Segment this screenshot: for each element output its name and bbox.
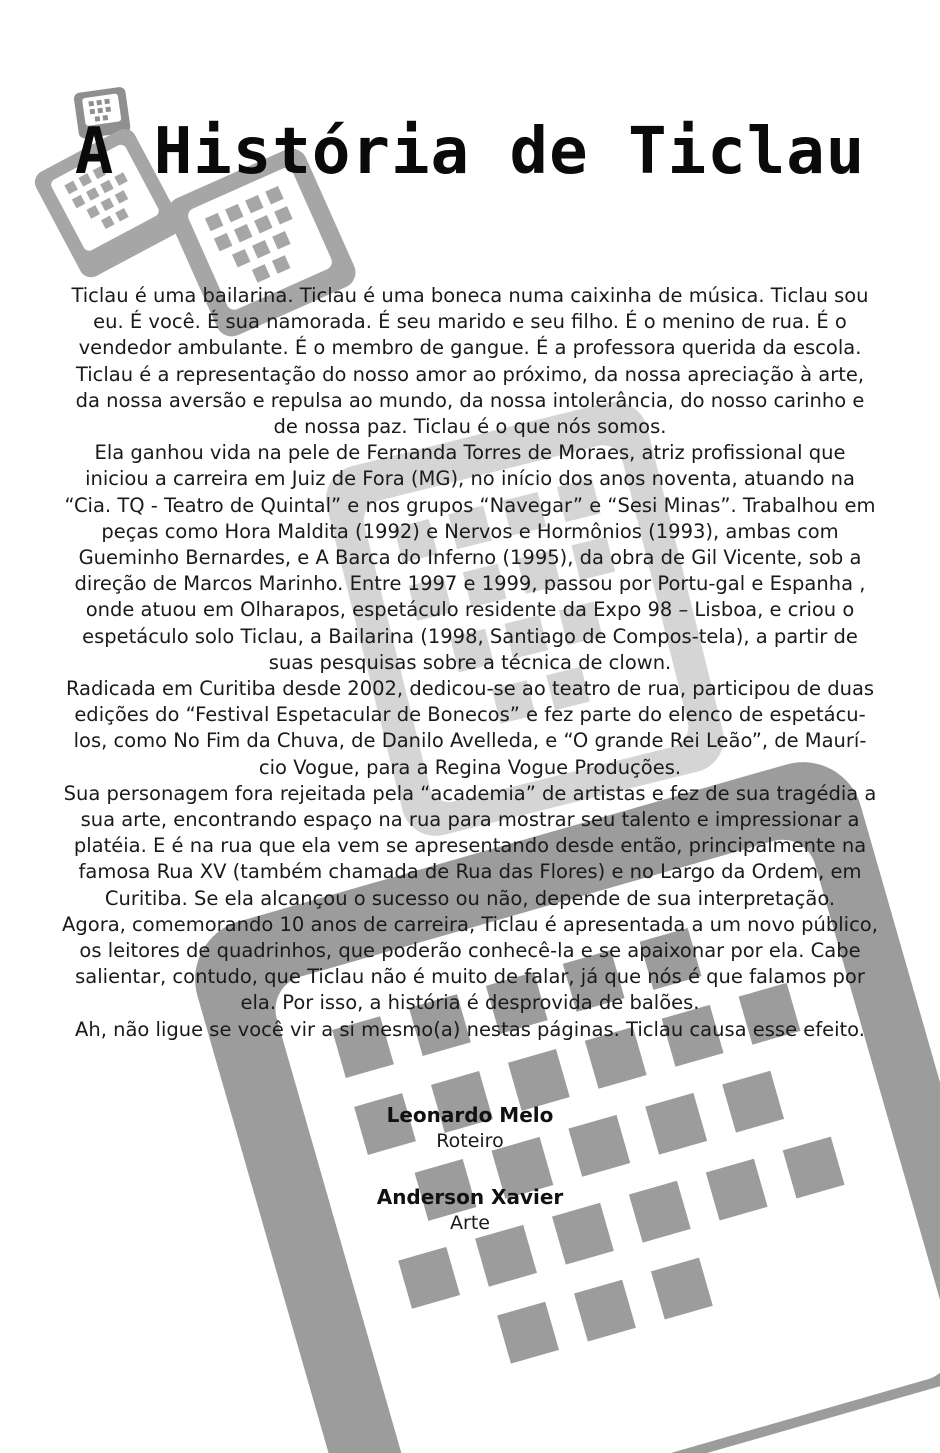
credit-role: Roteiro [436, 1130, 504, 1152]
article-body [62, 283, 878, 1043]
credit-role: Arte [450, 1212, 490, 1234]
credit-name: Leonardo Melo [386, 1103, 554, 1127]
paragraph: Ela ganhou vida na pele de Fernanda Torres de Moraes, atriz profissional que iniciou a carreira em Juiz de Fora (MG), no início dos anos noventa, atuando na “Cia. TQ - Teatro de Quintal” e nos grupos “Navegar” e “Sesi Minas”. Trabalhou em peças como Hora Maldita (1992) e Nervos e Hormônios (1993), ambas com Gueminho Bernardes, e A Barca do Inferno (1995), da obra de Gil Vicente, sob a direção de Marcos Marinho. Entre 1997 e 1999, passou por Portu-gal e Espanha , onde atuou em Olharapos, espetáculo residente da Expo 98 – Lisboa, e criou o espetáculo solo Ticlau, a Bailarina (1998, Santiago de Compos-tela), a partir de suas pesquisas sobre a técnica de clown. [64, 441, 876, 674]
paragraph: Agora, comemorando 10 anos de carreira, Ticlau é apresentada a um novo público, os leitores de quadrinhos, que poderão conhecê-la e se apaixonar por ela. Cabe salientar, contudo, que Ticlau não é muito de falar, já que nós é que falamos por ela. Por isso, a história é desprovida de balões. [62, 912, 878, 1015]
credit-writer [0, 1102, 940, 1154]
page-title: A História de Ticlau [74, 115, 866, 189]
paragraph: Sua personagem fora rejeitada pela “academia” de artistas e fez de sua tragédia a sua arte, encontrando espaço na rua para mostrar seu talento e impressionar a platéia. E é na rua que ela vem se apresentando desde então, principalmente na famosa Rua XV (também chamada de Rua das Flores) e no Largo da Ordem, em Curitiba. Se ela alcançou o sucesso ou não, depende de sua interpretação. [63, 781, 877, 910]
credit-name: Anderson Xavier [376, 1185, 564, 1209]
paragraph: Radicada em Curitiba desde 2002, dedicou-se ao teatro de rua, participou de duas edições do “Festival Espetacular de Bonecos” e fez parte do elenco de espetácu-los, como No Fim da Chuva, de Danilo Avelleda, e “O grande Rei Leão”, de Maurí-cio Vogue, para a Regina Vogue Produções. [65, 677, 875, 779]
credit-artist [0, 1184, 940, 1236]
paragraph: Ticlau é uma bailarina. Ticlau é uma boneca numa caixinha de música. Ticlau sou eu. É você. É sua namorada. É seu marido e seu filho. É o menino de rua. É o vendedor ambulante. É o membro de gangue. É a professora querida da escola. Ticlau é a representação do nosso amor ao próximo, da nossa apreciação à arte, da nossa aversão e repulsa ao mundo, da nossa intolerância, do nosso carinho e de nossa paz. Ticlau é o que nós somos. [71, 284, 869, 439]
paragraph: Ah, não ligue se você vir a si mesmo(a) nestas páginas. Ticlau causa esse efeito. [75, 1017, 865, 1041]
